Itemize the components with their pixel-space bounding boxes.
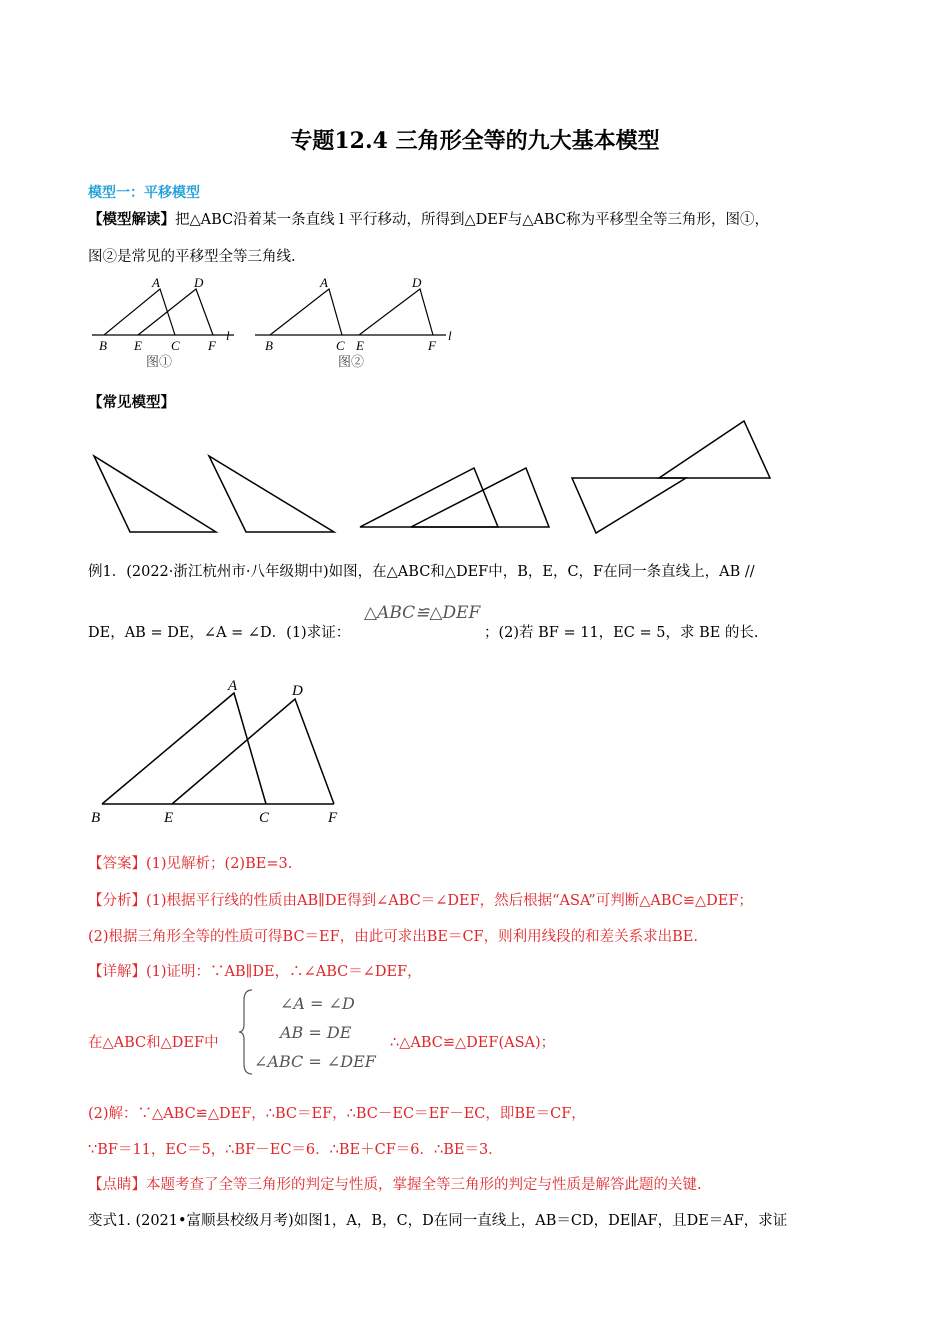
example1-line2-a: DE，AB = DE，∠A = ∠D．(1)求证： [88,625,351,641]
brace-prefix: 在△ABC和△DEF中 [88,1035,219,1051]
common-model-2 [360,468,549,527]
triangle-abc [270,289,342,335]
label-e: E [164,810,174,826]
label-b: B [91,810,101,826]
label-f: F [208,338,216,353]
brace-result: ∴△ABC≌△DEF(ASA)； [390,1035,556,1051]
brace-line-1: ∠A = ∠D [280,994,355,1013]
brace-line-2: AB = DE [280,1023,352,1042]
label-c: C [171,338,180,353]
common-model-3 [572,421,770,533]
figure-1-translation [88,272,248,370]
triangle-def [138,289,213,335]
triangle-abc [102,693,266,804]
label-c: C [259,810,270,826]
analysis-line2: (2)根据三角形全等的性质可得BC＝EF，由此可求出BE＝CF，则利用线段的和差关系求出BE. [88,929,698,945]
label-b: B [99,338,107,353]
example1-line2-b: ；(2)若 BF = 11，EC = 5，求 BE 的长. [484,625,759,641]
page-title: 专题12.4 三角形全等的九大基本模型 [290,128,660,154]
label-d: D [292,683,303,699]
variant1-line1: 变式1. (2021•富顺县校级月考)如图1，A，B，C，D在同一直线上，AB＝CD，DE∥AF，且DE＝AF，求证 [88,1213,788,1229]
label-f: F [428,338,436,353]
model-intro-text: 把△ABC沿着某一条直线 l 平行移动，所得到△DEF与△ABC称为平移型全等三角形，图①， [175,212,770,228]
label-l: l [448,328,452,343]
part2-line1: (2)解：∵△ABC≌△DEF，∴BC＝EF，∴BC－EC＝EF－EC，即BE＝CF， [88,1106,586,1122]
example1-line1: 例1．(2022·浙江杭州市·八年级期中)如图，在△ABC和△DEF中，B，E，C，F在同一条直线上，AB // [88,564,755,580]
figure-1-caption: 图① [146,354,173,369]
label-a: A [320,275,328,290]
model-intro-line1 [88,208,769,229]
label-d: D [412,275,422,290]
common-models-heading: 【常见模型】 [88,394,175,411]
label-a: A [152,275,160,290]
common-models-figure [86,412,786,544]
example1-formula: △ABC≌△DEF [364,603,481,623]
example1-line2 [88,621,350,642]
brace-line-3: ∠ABC = ∠DEF [254,1052,376,1071]
label-l: l [226,328,230,343]
label-c: C [336,338,345,353]
detail-line1: 【详解】(1)证明：∵AB∥DE，∴∠ABC＝∠DEF， [88,964,422,980]
label-a: A [228,678,238,694]
label-f: F [328,810,338,826]
figure-2-translation [252,272,462,370]
label-d: D [194,275,204,290]
example1-figure [86,673,346,833]
section-heading-model1: 模型一：平移模型 [88,185,200,201]
answer: 【答案】(1)见解析；(2)BE=3. [88,856,293,872]
figure-2-caption: 图② [338,354,365,369]
label-e: E [134,338,142,353]
label-b: B [265,338,273,353]
model-intro-line2: 图②是常见的平移型全等三角线. [88,249,296,265]
model-intro-tag: 【模型解读】 [88,211,175,228]
analysis-line1: 【分析】(1)根据平行线的性质由AB∥DE得到∠ABC＝∠DEF，然后根据“ASA”可判断△ABC≌△DEF； [88,893,753,909]
triangle-abc [104,289,175,335]
part2-line2: ∵BF＝11，EC＝5，∴BF－EC＝6．∴BE＋CF＝6．∴BE＝3． [88,1142,503,1158]
comment: 【点睛】本题考查了全等三角形的判定与性质，掌握全等三角形的判定与性质是解答此题的关键. [88,1177,702,1193]
triangle-def [359,289,433,335]
common-model-1 [94,456,334,532]
triangle-def [172,699,334,804]
label-e: E [356,338,364,353]
